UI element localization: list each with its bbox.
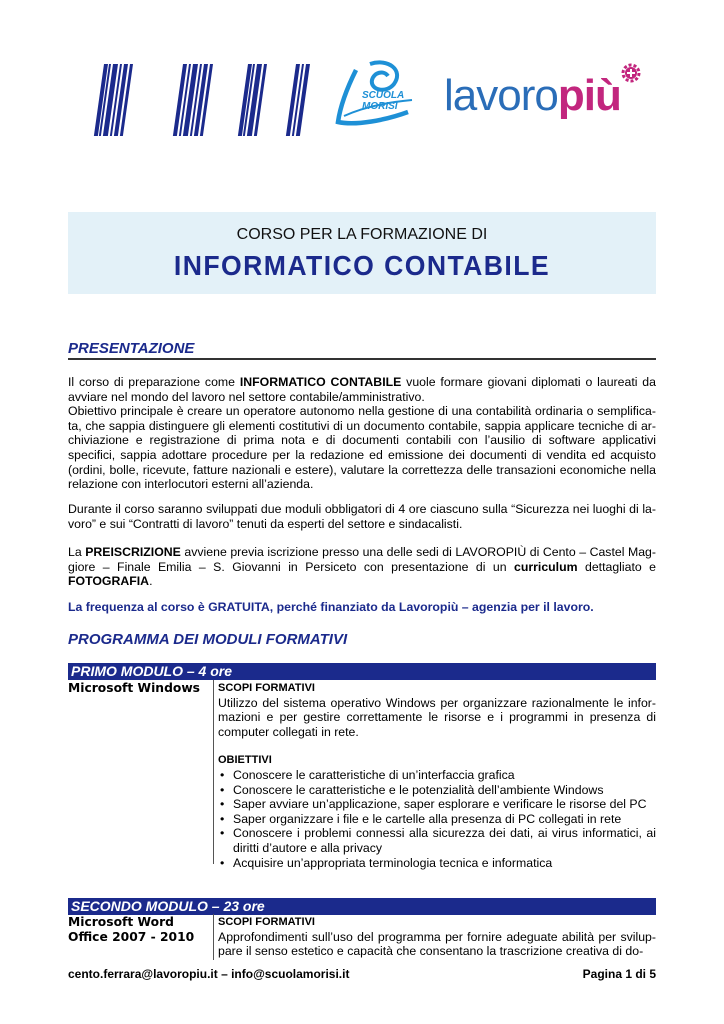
module-2-content xyxy=(218,915,656,959)
scopi-text: Approfondimenti sull’uso del programma per fornire adeguate abilità per svilup-pare il senso estetico e capacità che consentano la trascrizione creativa di do- xyxy=(218,929,656,959)
list-item: • Conoscere le caratteristiche e le potenzialità dell’ambiente Windows xyxy=(218,783,656,798)
scopi-text: Utilizzo del sistema operativo Windows per organizzare razionalmente le infor-mazioni e per gestire correttamente le risorse e i programmi in presenza di computer collegati in rete. xyxy=(218,695,656,739)
module-2-topic xyxy=(68,915,194,945)
module-2-topic-line-2: Office 2007 - 2010 xyxy=(68,930,195,944)
lavoropiu-wordmark xyxy=(444,71,621,120)
module-1-divider xyxy=(213,680,214,864)
list-item: • Saper avviare un’applicazione, saper esplorare e verificare le risorse del PC xyxy=(218,797,656,812)
text-run-bold: FOTOGRAFIA xyxy=(68,574,150,589)
module-2-divider xyxy=(213,914,214,960)
text-run-bold: INFORMATICO CONTABILE xyxy=(239,375,402,389)
svg-text:SCUOLA: SCUOLA xyxy=(362,90,405,101)
module-1-header: PRIMO MODULO – 4 ore xyxy=(68,663,656,680)
module-2-header: SECONDO MODULO – 23 ore xyxy=(68,898,656,915)
stripe-logo-2 xyxy=(167,64,217,136)
list-item: • Conoscere i problemi connessi alla sicurezza dei dati, ai virus informatici, ai diritti d’autore e alla privacy xyxy=(218,826,656,855)
stripe-logo-3 xyxy=(232,64,282,136)
presentazione-paragraph-1 xyxy=(68,375,656,492)
list-item: • Conoscere le caratteristiche di un’interfaccia grafica xyxy=(218,768,656,783)
text-run: Obiettivo principale è creare un operatore autonomo nella gestione di una contabilità ordinaria o semplifica-ta, che sappia distinguere gli elementi costitutivi di un documento contabile, sappia applicare tecniche di ar-chiviazione e registrazione di prima nota e di documenti contabili con l’ausilio di software applicativi specifici, sappia adottare procedure per la redazione ed emissione dei documenti di vendita ed acquisto (ordini, bolle, ricevute, fatture nazionali e estere), valutare la correttezza delle transazioni economiche nella relazione con interlocutori esterni all’azienda. xyxy=(68,404,656,492)
page-number: Pagina 1 di 5 xyxy=(582,967,656,981)
title-band xyxy=(68,212,656,294)
presentazione-paragraph-3 xyxy=(68,545,656,589)
obiettivi-list xyxy=(218,768,656,870)
text-run: Il corso di preparazione come xyxy=(68,375,240,389)
list-item: • Saper organizzare i file e le cartelle alla presenza di PC collegati in rete xyxy=(218,812,656,827)
gear-plus-icon xyxy=(620,62,642,84)
programma-heading: PROGRAMMA DEI MODULI FORMATIVI xyxy=(68,631,348,648)
lavoropiu-wordmark-piu: più xyxy=(557,71,621,120)
scopi-label: SCOPI FORMATIVI xyxy=(218,682,315,694)
course-title: INFORMATICO CONTABILE xyxy=(173,250,551,281)
text-run: avviene previa iscrizione presso una delle sedi di LAVOROPIÙ di Cento – Castel Mag-giore – Finale Emilia – S. Giovanni in Persiceto con presentazione di un xyxy=(68,545,656,574)
course-subtitle: CORSO PER LA FORMAZIONE DI xyxy=(236,226,488,243)
scopi-label: SCOPI FORMATIVI xyxy=(218,916,315,928)
scuola-morisi-logo xyxy=(326,60,418,130)
module-1-topic: Microsoft Windows xyxy=(68,681,200,695)
svg-text:MORISI: MORISI xyxy=(362,101,398,112)
free-course-note: La frequenza al corso è GRATUITA, perché finanziato da Lavoropiù – agenzia per il lavoro. xyxy=(68,600,594,614)
lavoropiu-wordmark-lavoro: lavoro xyxy=(444,71,558,120)
lavoropiu-logo xyxy=(444,60,644,140)
text-run: . xyxy=(149,574,153,589)
module-2-topic-line-1: Microsoft Word xyxy=(68,915,174,929)
stripe-logo-4 xyxy=(280,64,320,136)
text-run-bold: PREISCRIZIONE xyxy=(85,545,181,559)
module-1-content xyxy=(218,681,656,870)
text-run: vuole formare giovani diplomati o laureati da avviare nel mondo del lavoro nel settore contabile/amministrativo. xyxy=(68,375,656,404)
text-run-bold: curriculum xyxy=(513,559,578,574)
footer-contacts: cento.ferrara@lavoropiu.it – info@scuolamorisi.it xyxy=(68,967,350,981)
section-divider xyxy=(68,358,656,360)
stripe-logo-1 xyxy=(88,64,138,136)
text-run: dettagliato e xyxy=(577,559,657,574)
text-run: La xyxy=(68,545,86,559)
list-item: • Acquisire un’appropriata terminologia tecnica e informatica xyxy=(218,856,656,871)
presentazione-heading: PRESENTAZIONE xyxy=(68,340,195,357)
obiettivi-label: OBIETTIVI xyxy=(218,754,272,767)
presentazione-paragraph-2: Durante il corso saranno sviluppati due moduli obbligatori di 4 ore ciascuno sulla “Sicurezza nei luoghi di la-voro” e sui “Contratti di lavoro” tenuti da esperti del settore e sindacalisti. xyxy=(68,502,656,531)
